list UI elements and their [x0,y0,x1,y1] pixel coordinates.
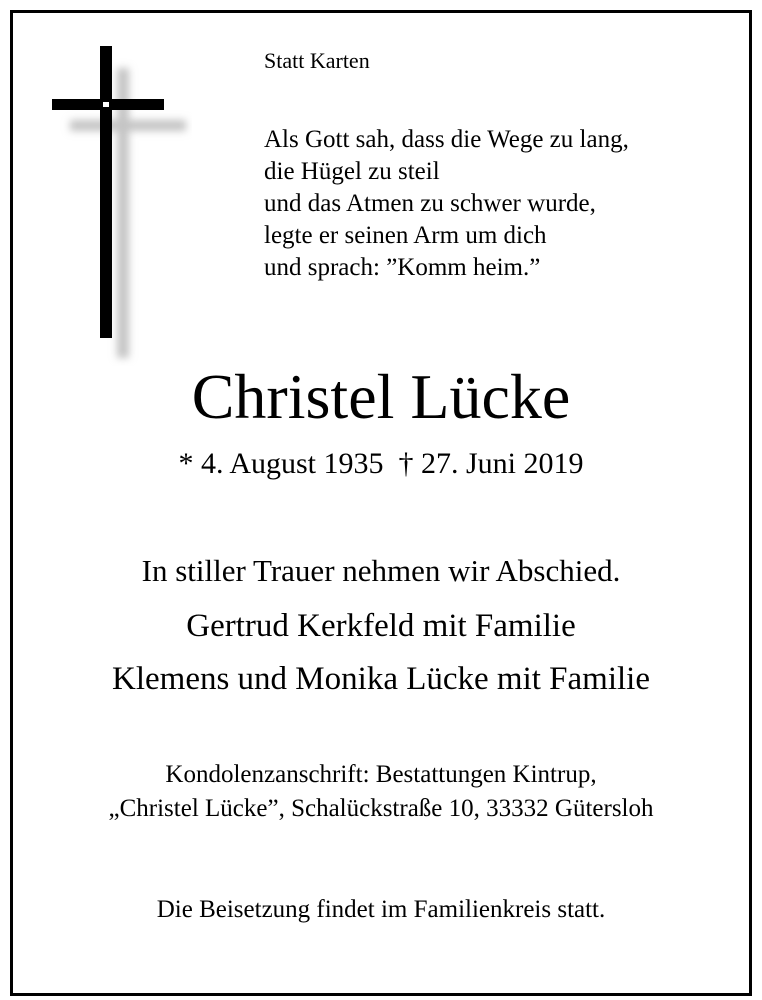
address-line: „Christel Lücke”, Schalückstraße 10, 33332 Gütersloh [108,795,654,822]
poem-line: und sprach: ”Komm heim.” [264,254,541,281]
poem-line: und das Atmen zu schwer wurde, [264,190,596,217]
poem-line: Als Gott sah, dass die Wege zu lang, [264,126,629,153]
poem-line: legte er seinen Arm um dich [264,222,547,249]
poem [264,124,629,284]
poem-line: die Hügel zu steil [264,158,440,185]
cross-icon [52,46,192,366]
mourner-line: Klemens und Monika Lücke mit Familie [112,661,650,697]
life-dates: * 4. August 1935 † 27. Juni 2019 [178,447,584,480]
mourner-line: Gertrud Kerkfeld mit Familie [186,608,576,644]
deceased-name: Christel Lücke [191,361,571,432]
address-line: Kondolenzanschrift: Bestattungen Kintrup, [165,761,597,788]
farewell-line: In stiller Trauer nehmen wir Abschied. [141,553,621,588]
condolence-address [0,758,762,826]
burial-note: Die Beisetzung findet im Familienkreis statt. [156,896,606,923]
statt-karten-label: Statt Karten [264,48,370,73]
